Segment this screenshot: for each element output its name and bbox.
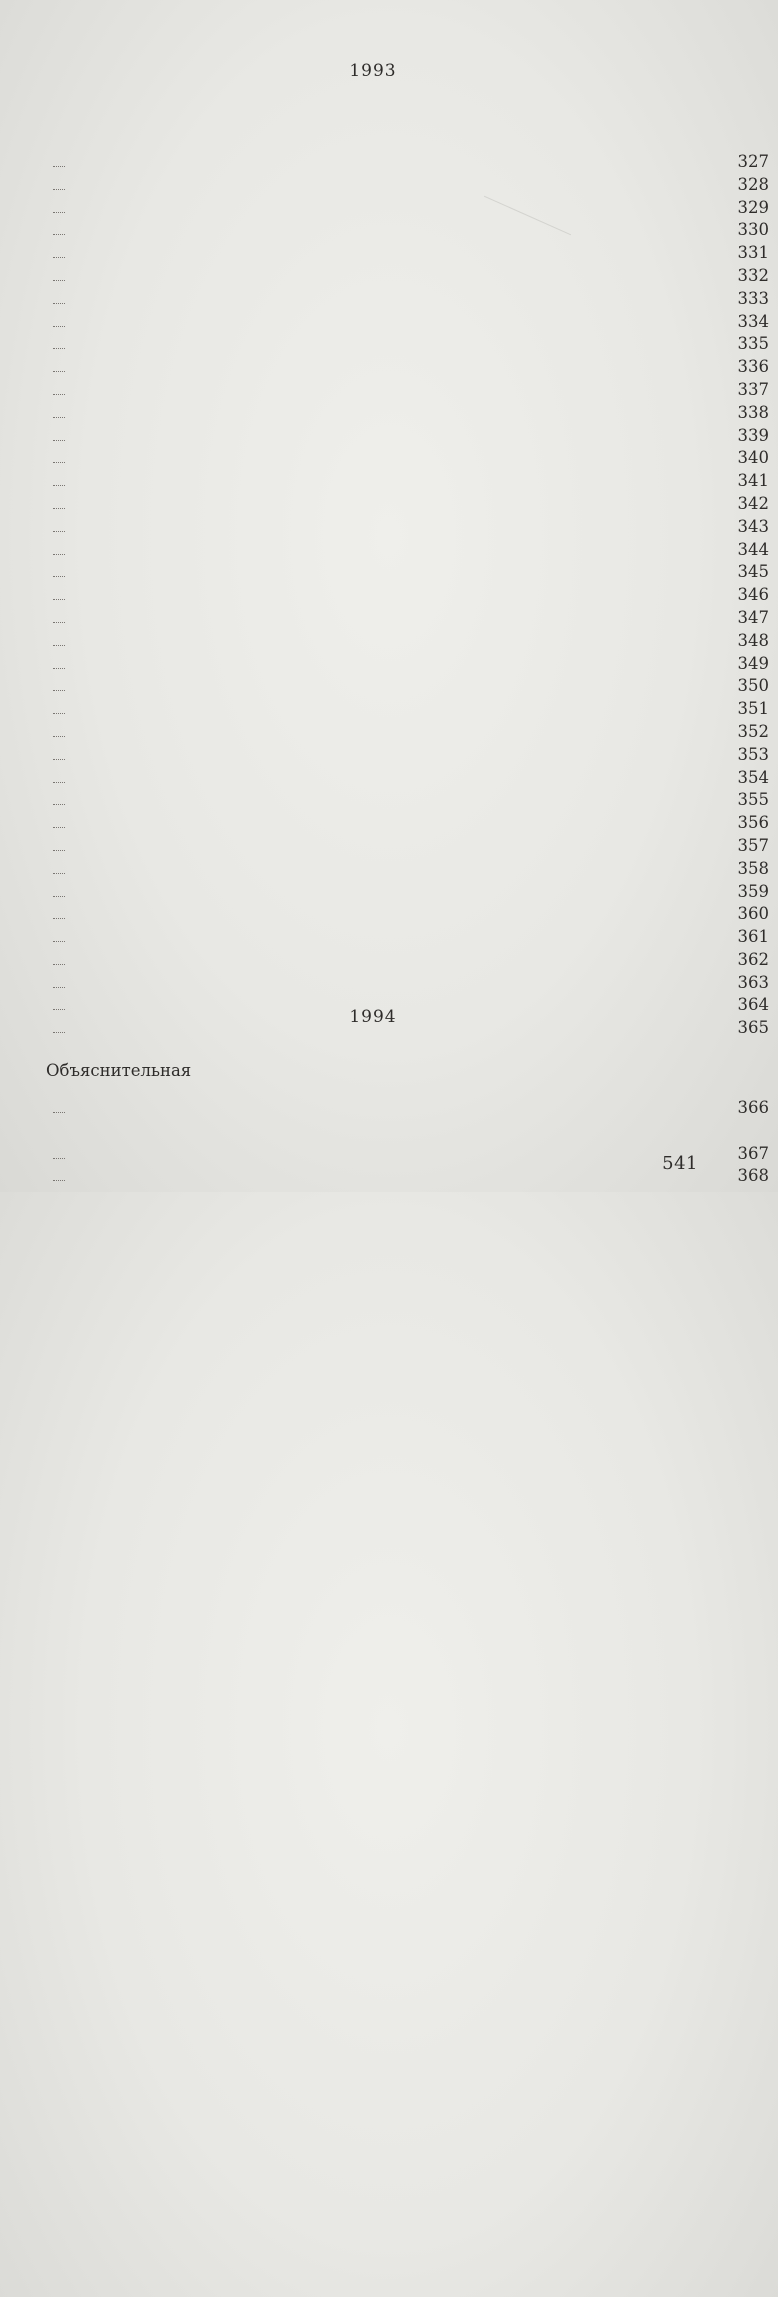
toc-entry-page: 335 [737,334,769,354]
toc-entry-page: 330 [737,220,769,240]
toc-entry-page: 362 [737,949,769,969]
dot-leader [53,873,65,874]
toc-entry-page: 346 [737,585,769,605]
dot-leader [53,804,65,805]
toc-entry-page: 331 [737,243,769,263]
dot-leader [53,508,65,509]
dot-leader [53,257,65,258]
dot-leader [53,736,65,737]
toc-entry-page: 367 [737,1143,769,1163]
dot-leader [53,303,65,304]
toc-entry-title: Объяснительная [46,1060,192,1080]
toc-entry-page: 344 [737,539,769,559]
dot-leader [53,987,65,988]
dot-leader [53,713,65,714]
dot-leader [53,1032,65,1033]
dot-leader [53,554,65,555]
dot-leader [53,690,65,691]
toc-entry-page: 329 [737,197,769,217]
toc-entry-page: 336 [737,357,769,377]
toc-entry-page: 328 [737,174,769,194]
dot-leader [53,668,65,669]
toc-entry-page: 338 [737,402,769,422]
toc-entry-page: 366 [737,1098,769,1118]
toc-entry-page: 357 [737,835,769,855]
toc-entry-page: 333 [737,288,769,308]
toc-entry-page: 341 [737,471,769,491]
dot-leader [53,576,65,577]
dot-leader [53,1112,65,1113]
dot-leader [53,622,65,623]
toc-entry-page: 359 [737,881,769,901]
toc-entry-page: 332 [737,265,769,285]
page-number-footer: 541 [662,1153,698,1174]
toc-entry-page: 365 [737,1018,769,1038]
toc-entry-page: 364 [737,995,769,1015]
toc-entry-page: 340 [737,448,769,468]
dot-leader [53,896,65,897]
toc-entry-page: 337 [737,379,769,399]
dot-leader [53,599,65,600]
dot-leader [53,212,65,213]
dot-leader [53,964,65,965]
dot-leader [53,645,65,646]
dot-leader [53,1158,65,1159]
toc-entry-page: 345 [737,562,769,582]
dot-leader [53,485,65,486]
dot-leader [53,850,65,851]
dot-leader [53,189,65,190]
toc-entry-page: 358 [737,858,769,878]
toc-entry-page: 339 [737,425,769,445]
dot-leader [53,759,65,760]
toc-entry [46,91,769,171]
year-heading: 1994 [349,1007,397,1028]
toc-entry-page: 360 [737,904,769,924]
dot-leader [53,326,65,327]
dot-leader [53,918,65,919]
toc-entry-page: 353 [737,744,769,764]
dot-leader [53,280,65,281]
toc-entry-page: 343 [737,516,769,536]
toc-entry-page: 352 [737,721,769,741]
toc-entry-page: 368 [737,1166,769,1186]
dot-leader [53,1009,65,1010]
toc-entry-page: 334 [737,311,769,331]
toc-entry-page: 355 [737,790,769,810]
dot-leader [53,782,65,783]
toc-entry-page: 363 [737,972,769,992]
toc-entry-page: 327 [737,152,769,171]
toc-entry-page: 348 [737,630,769,650]
dot-leader [53,166,65,167]
dot-leader [53,531,65,532]
dot-leader [53,941,65,942]
toc-entry-page: 349 [737,653,769,673]
toc-entry-page: 342 [737,493,769,513]
dot-leader [53,394,65,395]
toc-entry-page: 354 [737,767,769,787]
dot-leader [53,1180,65,1181]
toc-entry-page: 361 [737,927,769,947]
toc-entry-page: 350 [737,676,769,696]
year-heading: 1993 [349,61,397,81]
toc-entry-page: 351 [737,699,769,719]
dot-leader [53,827,65,828]
dot-leader [53,440,65,441]
toc-entry-page: 347 [737,607,769,627]
dot-leader [53,234,65,235]
toc-entry-page: 356 [737,813,769,833]
dot-leader [53,417,65,418]
dot-leader [53,371,65,372]
dot-leader [53,462,65,463]
dot-leader [53,348,65,349]
